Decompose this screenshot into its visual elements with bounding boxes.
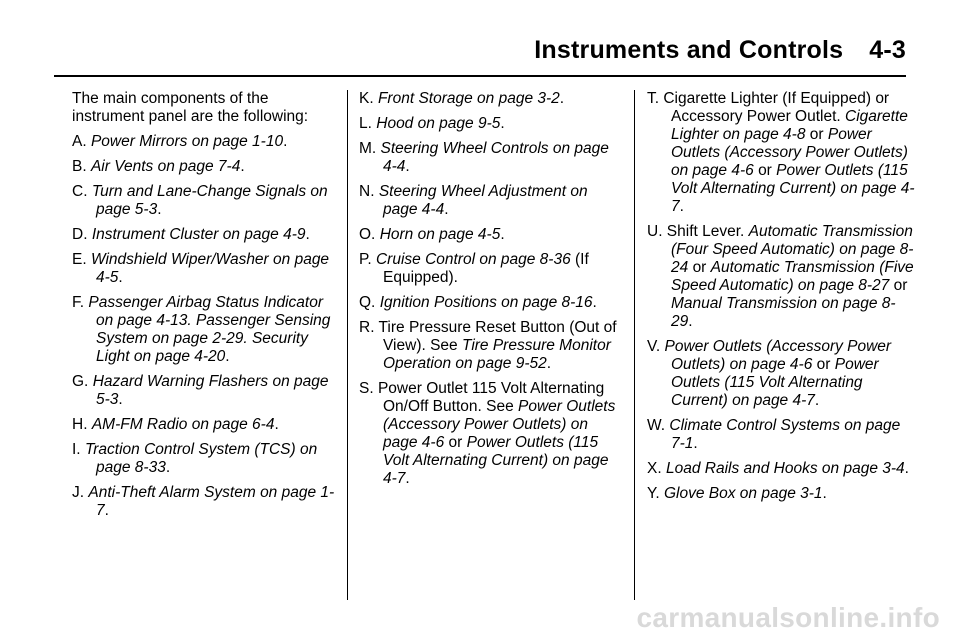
list-item-j: J. Anti-Theft Alarm System on page 1-7. (72, 484, 335, 519)
page-number: 4-3 (869, 36, 906, 64)
section-title: Instruments and Controls (534, 36, 844, 64)
page-reference-link[interactable]: Power Outlets (115 Volt Alternating Current) on page 4-7 (671, 162, 915, 215)
list-item-f: F. Passenger Airbag Status Indicator on page 4-13. Passenger Sensing System on page 2-29. Security Light on page 4-20. (72, 294, 331, 365)
list-item-s: S. Power Outlet 115 Volt Alternating On/Off Button. See Power Outlets (Accessory Power Outlets) on page 4-6 or Power Outlets (115 Volt Alternating Current) on page 4-7. (359, 380, 616, 487)
page-reference-link[interactable]: Tire Pressure Monitor Operation on page 9-52 (383, 337, 611, 372)
page-reference-link[interactable]: Climate Control Systems on page 7-1 (669, 417, 901, 452)
page-reference-link[interactable]: Traction Control System (TCS) on page 8-33 (84, 441, 318, 476)
page-reference-link[interactable]: Air Vents on page 7-4 (90, 158, 241, 175)
page-reference-link[interactable]: Cigarette Lighter on page 4-8 (671, 108, 908, 143)
list-item-n: N. Steering Wheel Adjustment on page 4-4. (359, 183, 588, 218)
list-item-p: P. Cruise Control on page 8-36 (If Equipped). (359, 251, 589, 286)
list-item-i: I. Traction Control System (TCS) on page 8-33. (72, 441, 318, 476)
list-item-o: O. Horn on page 4-5. (359, 226, 505, 243)
column-divider-2 (634, 90, 635, 600)
list-item-v: V. Power Outlets (Accessory Power Outlets) on page 4-6 or Power Outlets (115 Volt Alternating Current) on page 4-7. (647, 338, 892, 409)
list-item-q: Q. Ignition Positions on page 8-16. (359, 294, 597, 311)
page-reference-link[interactable]: Automatic Transmission (Four Speed Automatic) on page 8-24 (671, 223, 914, 276)
page-reference-link[interactable]: Automatic Transmission (Five Speed Automatic) on page 8-27 (671, 259, 914, 294)
list-item-u: U. Shift Lever. Automatic Transmission (Four Speed Automatic) on page 8-24 or Automatic Transmission (Five Speed Automatic) on page 8-27 or Manual Transmission on page 8-29. (647, 223, 914, 330)
column-1 (72, 90, 344, 527)
column-3 (647, 90, 915, 510)
page-reference-link[interactable]: Power Mirrors on page 1-10 (90, 133, 284, 150)
page-reference-link[interactable]: Hazard Warning Flashers on page 5-3 (92, 373, 329, 408)
page-reference-link[interactable]: Cruise Control on page 8-36 (375, 251, 571, 268)
page-reference-link[interactable]: Load Rails and Hooks on page 3-4 (665, 460, 905, 477)
list-item-d: D. Instrument Cluster on page 4-9. (72, 226, 310, 243)
header-rule (54, 75, 906, 77)
page-reference-link[interactable]: Power Outlets (Accessory Power Outlets) on page 4-6 (671, 126, 908, 179)
list-item-g: G. Hazard Warning Flashers on page 5-3. (72, 373, 329, 408)
page-reference-link[interactable]: Horn on page 4-5 (379, 226, 501, 243)
column-divider-1 (347, 90, 348, 600)
page-header (534, 36, 906, 65)
page-reference-link[interactable]: Ignition Positions on page 8-16 (379, 294, 593, 311)
page-reference-link[interactable]: Passenger Airbag Status Indicator on page 4-13. Passenger Sensing System on page 2-29. Security Light on page 4-20 (88, 294, 331, 365)
list-item-m: M. Steering Wheel Controls on page 4-4. (359, 140, 609, 175)
intro-text: The main components of the instrument panel are the following: (72, 90, 309, 125)
page-reference-link[interactable]: AM-FM Radio on page 6-4 (91, 416, 275, 433)
list-item-k: K. Front Storage on page 3-2. (359, 90, 565, 107)
list-item-b: B. Air Vents on page 7-4. (72, 158, 245, 175)
list-item-e: E. Windshield Wiper/Washer on page 4-5. (72, 251, 330, 286)
page-reference-link[interactable]: Power Outlets (Accessory Power Outlets) on page 4-6 (664, 338, 892, 373)
page-reference-link[interactable]: Front Storage on page 3-2 (377, 90, 560, 107)
page-reference-link[interactable]: Hood on page 9-5 (376, 115, 501, 132)
page-reference-link[interactable]: Anti-Theft Alarm System on page 1-7 (88, 484, 335, 519)
list-item-a: A. Power Mirrors on page 1-10. (72, 133, 288, 150)
list-item-l: L. Hood on page 9-5. (359, 115, 505, 132)
page-reference-link[interactable]: Windshield Wiper/Washer on page 4-5 (90, 251, 330, 286)
list-item-y: Y. Glove Box on page 3-1. (647, 485, 827, 502)
column-2 (359, 90, 625, 495)
page-reference-link[interactable]: Turn and Lane-Change Signals on page 5-3 (91, 183, 328, 218)
page-reference-link[interactable]: Steering Wheel Adjustment on page 4-4 (378, 183, 588, 218)
list-item-r: R. Tire Pressure Reset Button (Out of View). See Tire Pressure Monitor Operation on page 9-52. (359, 319, 617, 372)
page-reference-link[interactable]: Glove Box on page 3-1 (663, 485, 823, 502)
list-item-h: H. AM-FM Radio on page 6-4. (72, 416, 279, 433)
list-item-w: W. Climate Control Systems on page 7-1. (647, 417, 901, 452)
list-item-x: X. Load Rails and Hooks on page 3-4. (647, 460, 909, 477)
page-reference-link[interactable]: Instrument Cluster on page 4-9 (91, 226, 306, 243)
watermark: carmanualsonline.info (636, 602, 940, 633)
page-reference-link[interactable]: Manual Transmission on page 8-29 (671, 295, 896, 330)
page-reference-link[interactable]: Power Outlets (115 Volt Alternating Current) on page 4-7 (383, 434, 609, 487)
page-reference-link[interactable]: Power Outlets (115 Volt Alternating Current) on page 4-7 (671, 356, 879, 409)
page-reference-link[interactable]: Steering Wheel Controls on page 4-4 (380, 140, 609, 175)
list-item-c: C. Turn and Lane-Change Signals on page 5-3. (72, 183, 328, 218)
page-reference-link[interactable]: Power Outlets (Accessory Power Outlets) on page 4-6 (383, 398, 616, 451)
list-item-t: T. Cigarette Lighter (If Equipped) or Accessory Power Outlet. Cigarette Lighter on page 4-8 or Power Outlets (Accessory Power Outlets) on page 4-6 or Power Outlets (115 Volt Alternating Current) on page 4-7. (647, 90, 915, 215)
